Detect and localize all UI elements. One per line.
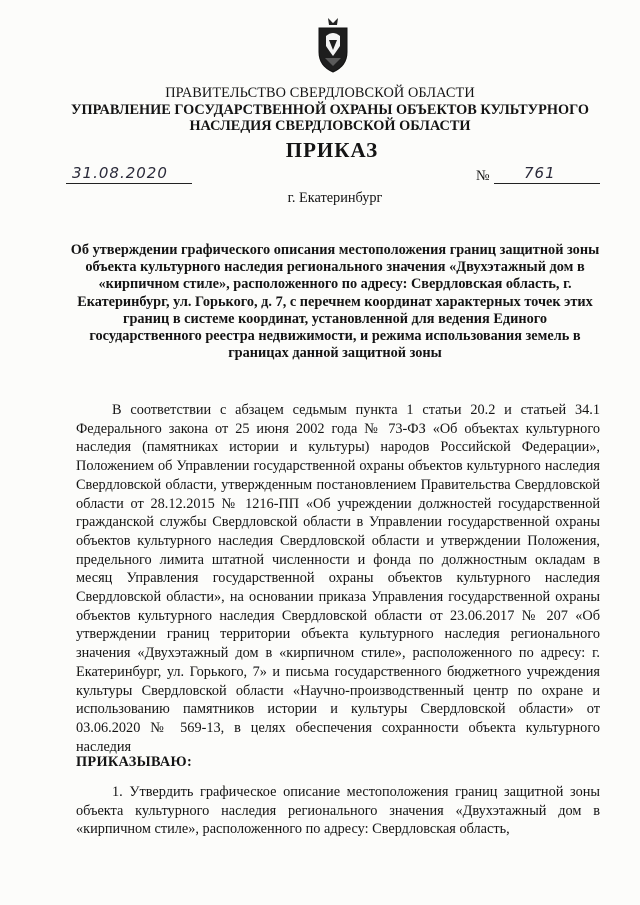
document-type: ПРИКАЗ xyxy=(285,138,379,162)
handwritten-number: 761 xyxy=(524,164,556,182)
handwritten-date: 31.08.2020 xyxy=(72,164,168,182)
city: г. Екатеринбург xyxy=(287,190,383,206)
department-name: УПРАВЛЕНИЕ ГОСУДАРСТВЕННОЙ ОХРАНЫ ОБЪЕКТОВ КУЛЬТУРНОГО НАСЛЕДИЯ СВЕРДЛОВСКОЙ ОБЛАСТИ xyxy=(71,102,589,134)
order-word: ПРИКАЗЫВАЮ: xyxy=(76,754,193,770)
order-title: Об утверждении графического описания местоположения границ защитной зоны объекта культурного наследия регионального значения «Двухэтажный дом в «кирпичном стиле», расположенного по адресу: Свердловская область, г. Екатеринбург, ул. Горького, д. 7, с перечнем координат характерных точек этих границ в системе координат, установленной для ведения Единого государственного реестра недвижимости, и режима использования земель в границах данной защитной зоны xyxy=(70,242,600,362)
order-item-1: 1. Утвердить графическое описание местоположения границ защитной зоны объекта культурного наследия регионального значения «Двухэтажный дом в «кирпичном стиле», расположенного по адресу: Свердловская область, xyxy=(76,784,600,838)
number-label: № xyxy=(476,168,490,184)
date-field xyxy=(66,163,192,184)
coat-of-arms-icon xyxy=(316,16,350,74)
government-name: ПРАВИТЕЛЬСТВО СВЕРДЛОВСКОЙ ОБЛАСТИ xyxy=(165,85,475,101)
number-field xyxy=(494,163,600,184)
preamble-paragraph: В соответствии с абзацем седьмым пункта 1 статьи 20.2 и статьей 34.1 Федерального закона от 25 июня 2002 года № 73-ФЗ «Об объектах культурного наследия (памятниках истории и культуры) народов Российской Федерации», Положением об Управлении государственной охраны объектов культурного наследия Свердловской области, утвержденным постановлением Правительства Свердловской области от 28.12.2015 № 1216-ПП «Об учреждении должностей государственной гражданской службы Свердловской области в Управлении государственной охраны объектов культурного наследия Свердловской области и утверждении Положения, предельного лимита штатной численности и фонда по должностным окладам в месяц Управления государственной охраны объектов культурного наследия Свердловской области», на основании приказа Управления государственной охраны объектов культурного наследия Свердловской области от 23.06.2017 № 207 «Об утверждении границ территории объекта культурного наследия регионального значения «Двухэтажный дом в «кирпичном стиле», расположенного по адресу: г. Екатеринбург, ул. Горького, 7» и письма государственного бюджетного учреждения культуры Свердловской области «Научно-производственный центр по охране и использованию памятников истории и культуры Свердловской области» от 03.06.2020 № 569-13, в целях обеспечения сохранности объекта культурного наследия xyxy=(76,402,600,755)
